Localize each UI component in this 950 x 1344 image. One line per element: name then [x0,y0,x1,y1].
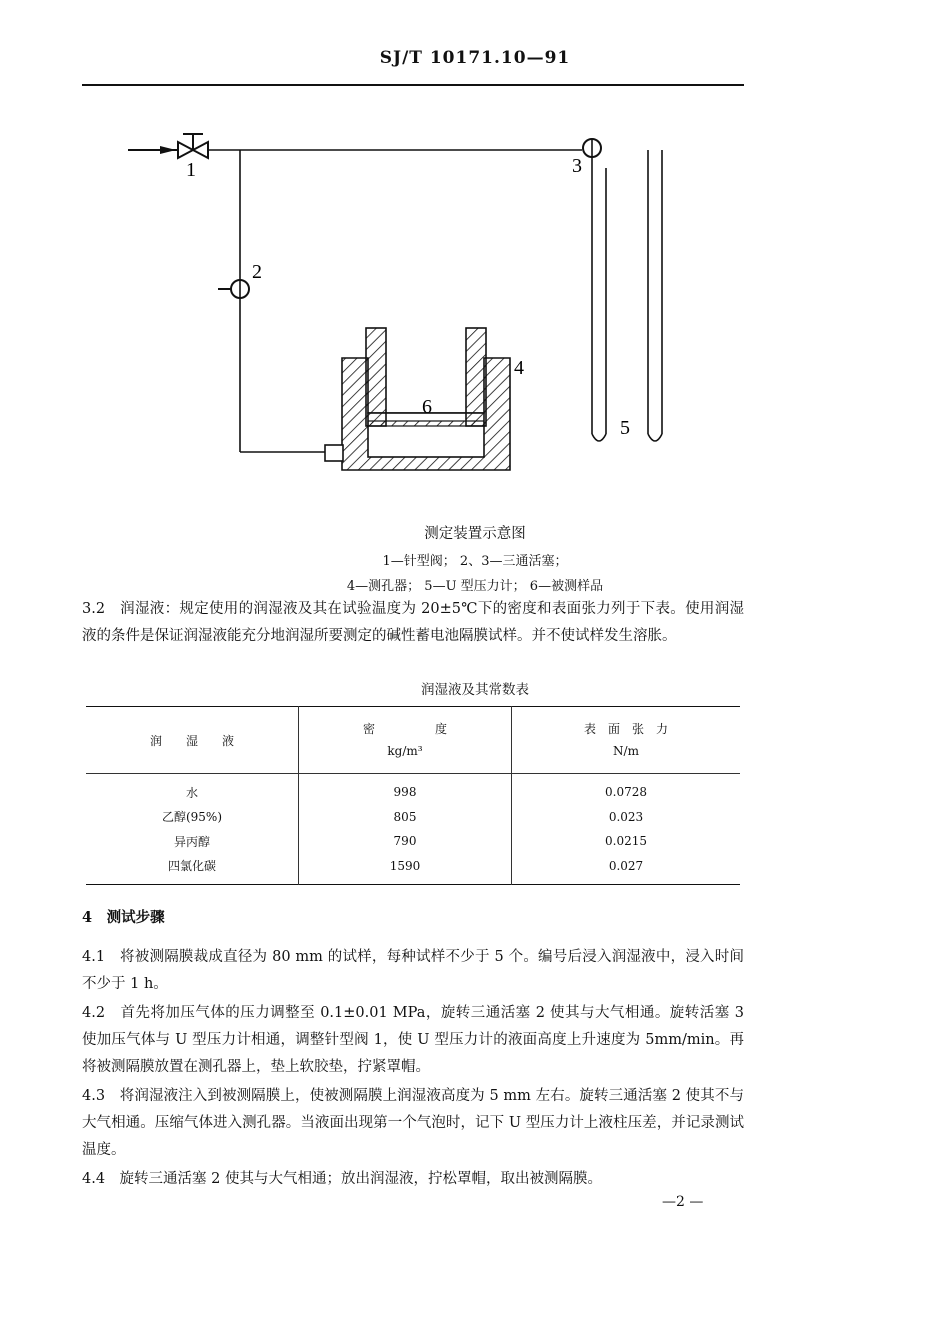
paragraph-4-4: 4.4 旋转三通活塞 2 使其与大气相通；放出润湿液，拧松罩帽，取出被测隔膜。 [82,1171,603,1187]
paragraph-4-3: 4.3 将润湿液注入到被测隔膜上，使被测隔膜上润湿液高度为 5 mm 左右。旋转三通活塞 2 使其不与大气相通。压缩气体进入测孔器。当液面出现第一个气泡时，记下 U 型压力计上液柱压差，并记录测试温度。 [82,1088,744,1158]
label-4: 4 [514,357,524,379]
col-header-tension [512,707,741,774]
label-1: 1 [186,159,196,181]
hole-tester-icon [325,328,510,470]
density-unit: kg/m³ [387,744,423,758]
table-row: 异丙醇 790 0.0215 [86,829,740,854]
stopcock-3-icon [583,139,601,157]
label-2: 2 [252,261,262,283]
section-4-title: 4 测试步骤 [82,909,165,926]
table-row: 四氯化碳 1590 0.027 [86,854,740,885]
needle-valve-icon [178,134,208,158]
figure-legend-2: 4—测孔器； 5—U 型压力计； 6—被测样品 [346,579,604,594]
apparatus-diagram [120,120,680,480]
label-6: 6 [422,396,432,418]
table-title: 润湿液及其常数表 [421,682,529,698]
density-label: 密 度 [362,722,447,736]
u-manometer-icon [592,150,662,441]
page-number: —2 — [662,1194,704,1210]
label-3: 3 [572,155,582,177]
table-row: 乙醇(95%) 805 0.023 [86,805,740,830]
paragraph-4-1: 4.1 将被测隔膜裁成直径为 80 mm 的试样，每种试样不少于 5 个。编号后浸入润湿液中，浸入时间不少于 1 h。 [82,949,744,992]
tension-label: 表 面 张 力 [583,722,668,736]
figure-legend-1: 1—针型阀； 2、3—三通活塞； [382,554,568,569]
wetting-liquid-table [86,706,740,885]
figure-caption: 测定装置示意图 [424,526,526,542]
col-header-liquid: 润 湿 液 [86,707,299,774]
header-rule [82,84,744,86]
stopcock-2-icon [218,280,249,298]
col-header-density [299,707,512,774]
tension-unit: N/m [613,744,639,758]
table-row: 水 998 0.0728 [86,774,740,805]
paragraph-3-2: 3.2 润湿液：规定使用的润湿液及其在试验温度为 20±5℃下的密度和表面张力列于下表。使用润湿液的条件是保证润湿液能充分地润湿所要测定的碱性蓄电池隔膜试样。并不使试样发生溶胀。 [82,601,744,644]
paragraph-4-2: 4.2 首先将加压气体的压力调整至 0.1±0.01 MPa，旋转三通活塞 2 使其与大气相通。旋转活塞 3 使加压气体与 U 型压力计相通，调整针型阀 1，使 U 型压力计的液面高度上升速度为 5mm/min。再将被测隔膜放置在测孔器上，垫上软胶垫，拧紧罩帽。 [82,1005,744,1075]
page-header: SJ/T 10171.10—91 [379,48,571,68]
label-5: 5 [620,417,630,439]
